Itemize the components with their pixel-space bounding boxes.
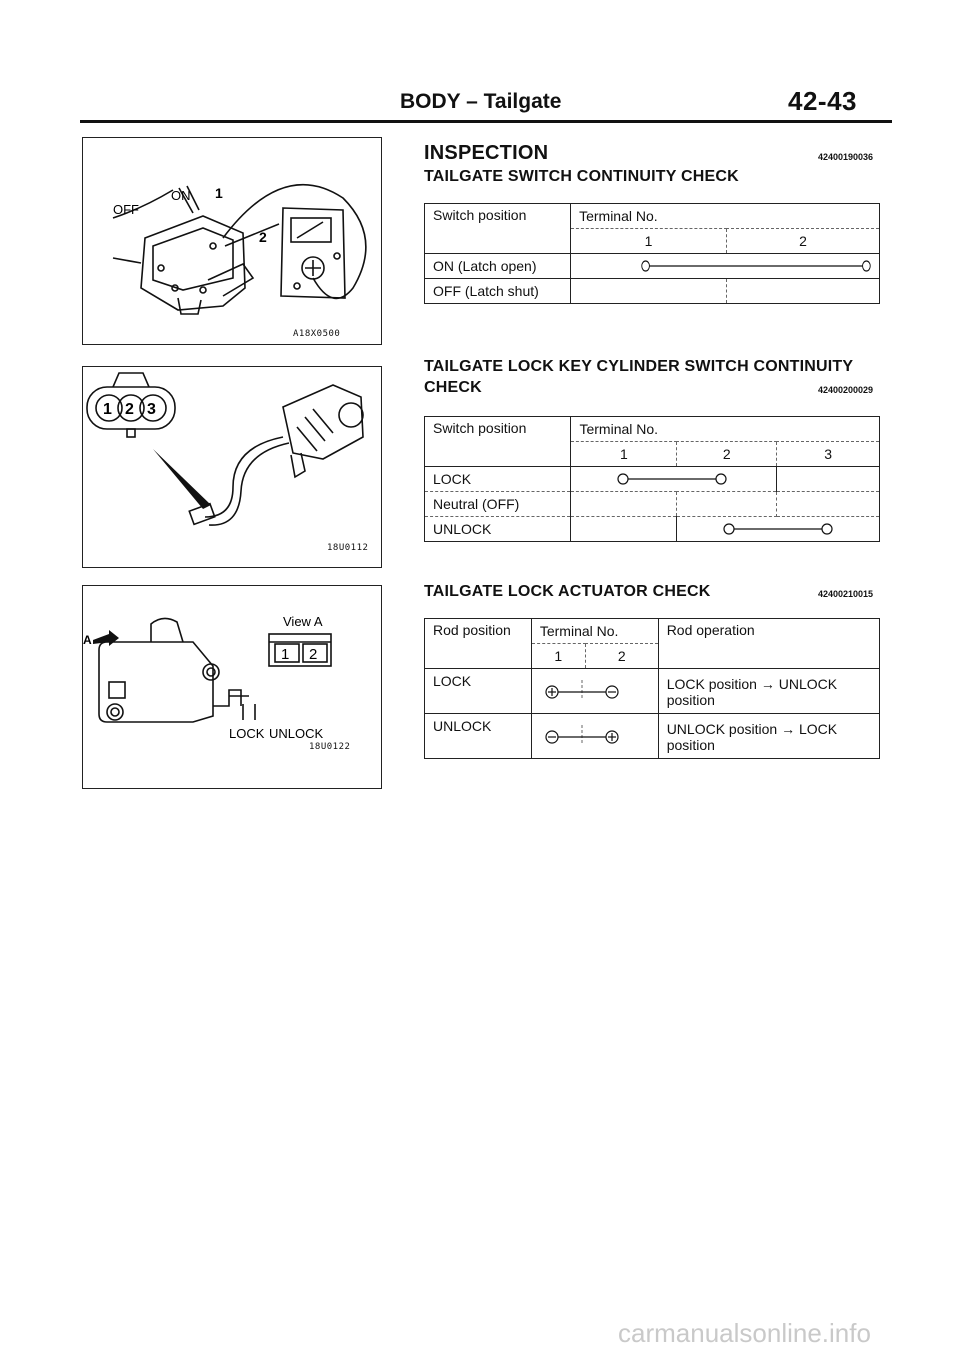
terminal-1: 1 bbox=[571, 442, 677, 467]
lock-actuator-table bbox=[424, 618, 880, 759]
row-label: OFF (Latch shut) bbox=[425, 279, 571, 304]
continuity-cell bbox=[677, 517, 880, 542]
row-label: Neutral (OFF) bbox=[425, 492, 571, 517]
rod-operation-line-1: LOCK position → UNLOCK bbox=[666, 676, 838, 692]
table-row bbox=[425, 714, 880, 759]
terminal-2: 2 bbox=[677, 442, 777, 467]
col-header-switch-position: Switch position bbox=[425, 417, 571, 467]
col-header-switch-position: Switch position bbox=[425, 204, 571, 254]
key-cylinder-heading-line2: CHECK bbox=[424, 379, 482, 396]
row-label: LOCK bbox=[425, 467, 571, 492]
view-arrow bbox=[93, 630, 119, 646]
rod-operation-line-1: UNLOCK position → LOCK bbox=[666, 721, 838, 737]
view-pin-2: 2 bbox=[309, 646, 318, 663]
terminal-3: 3 bbox=[777, 442, 880, 467]
continuity-cell bbox=[571, 467, 777, 492]
view-pin-1: 1 bbox=[281, 646, 290, 663]
key-cylinder-table bbox=[424, 416, 880, 542]
rod-operation-cell bbox=[658, 714, 879, 759]
label-off: OFF bbox=[113, 202, 139, 217]
label-a: A bbox=[83, 633, 92, 647]
header-rule bbox=[80, 120, 892, 123]
figure-lock-actuator bbox=[82, 585, 382, 789]
view-a-label: View A bbox=[283, 614, 323, 629]
figure-code: A18X0500 bbox=[293, 329, 341, 339]
page-number: 42-43 bbox=[788, 86, 857, 116]
polarity-connector bbox=[542, 680, 632, 700]
continuity-connector bbox=[617, 472, 727, 486]
inspection-code: 42400190036 bbox=[818, 152, 874, 162]
terminal-1: 1 bbox=[531, 644, 585, 669]
row-label: UNLOCK bbox=[425, 517, 571, 542]
lock-actuator-heading: TAILGATE LOCK ACTUATOR CHECK bbox=[424, 583, 711, 600]
lock-label: LOCK bbox=[229, 726, 265, 741]
rod-operation-cell bbox=[658, 669, 879, 714]
table-row bbox=[425, 467, 880, 492]
continuity-connector bbox=[641, 259, 871, 273]
col-header-terminal: Terminal No. bbox=[531, 619, 658, 644]
row-label: UNLOCK bbox=[425, 714, 532, 759]
figure-key-cylinder-switch bbox=[82, 366, 382, 568]
inspection-heading: INSPECTION bbox=[424, 142, 549, 164]
table-row bbox=[425, 517, 880, 542]
polarity-connector bbox=[542, 725, 632, 745]
key-cylinder-code: 42400200029 bbox=[818, 385, 874, 395]
terminal-2: 2 bbox=[727, 229, 880, 254]
rod-operation-line-2: position bbox=[666, 692, 715, 708]
figure-code: 18U0112 bbox=[327, 543, 369, 553]
footer-watermark: carmanualsonline.info bbox=[618, 1318, 871, 1348]
col-header-terminal: Terminal No. bbox=[571, 417, 880, 442]
col-header-rod-operation: Rod operation bbox=[658, 619, 879, 669]
pin-1: 1 bbox=[103, 401, 112, 418]
callout-2: 2 bbox=[259, 229, 267, 245]
key-cylinder-heading: TAILGATE LOCK KEY CYLINDER SWITCH CONTINUITY bbox=[424, 358, 854, 375]
continuity-connector bbox=[723, 522, 833, 536]
key-cylinder-illustration bbox=[83, 367, 381, 567]
row-label: ON (Latch open) bbox=[425, 254, 571, 279]
polarity-cell bbox=[531, 669, 658, 714]
figure-code: 18U0122 bbox=[309, 742, 351, 752]
terminal-2: 2 bbox=[585, 644, 658, 669]
table-row bbox=[425, 279, 880, 304]
continuity-cell bbox=[571, 254, 880, 279]
pin-3: 3 bbox=[147, 401, 156, 418]
tailgate-switch-table bbox=[424, 203, 880, 304]
lock-actuator-illustration bbox=[83, 586, 381, 788]
col-header-terminal: Terminal No. bbox=[571, 204, 880, 229]
lock-actuator-code: 42400210015 bbox=[818, 589, 874, 599]
callout-1: 1 bbox=[215, 185, 223, 201]
table-row bbox=[425, 492, 880, 517]
tailgate-switch-heading: TAILGATE SWITCH CONTINUITY CHECK bbox=[424, 168, 739, 185]
pointer-arrow bbox=[153, 449, 211, 509]
table-row bbox=[425, 669, 880, 714]
row-label: LOCK bbox=[425, 669, 532, 714]
terminal-1: 1 bbox=[571, 229, 727, 254]
polarity-cell bbox=[531, 714, 658, 759]
table-row bbox=[425, 254, 880, 279]
pin-2: 2 bbox=[125, 401, 134, 418]
figure-tailgate-switch bbox=[82, 137, 382, 345]
label-on: ON bbox=[171, 188, 191, 203]
page-header-title: BODY – Tailgate bbox=[400, 90, 562, 113]
unlock-label: UNLOCK bbox=[269, 726, 324, 741]
rod-operation-line-2: position bbox=[666, 737, 715, 753]
col-header-rod-position: Rod position bbox=[425, 619, 532, 669]
tailgate-switch-illustration bbox=[83, 138, 381, 344]
